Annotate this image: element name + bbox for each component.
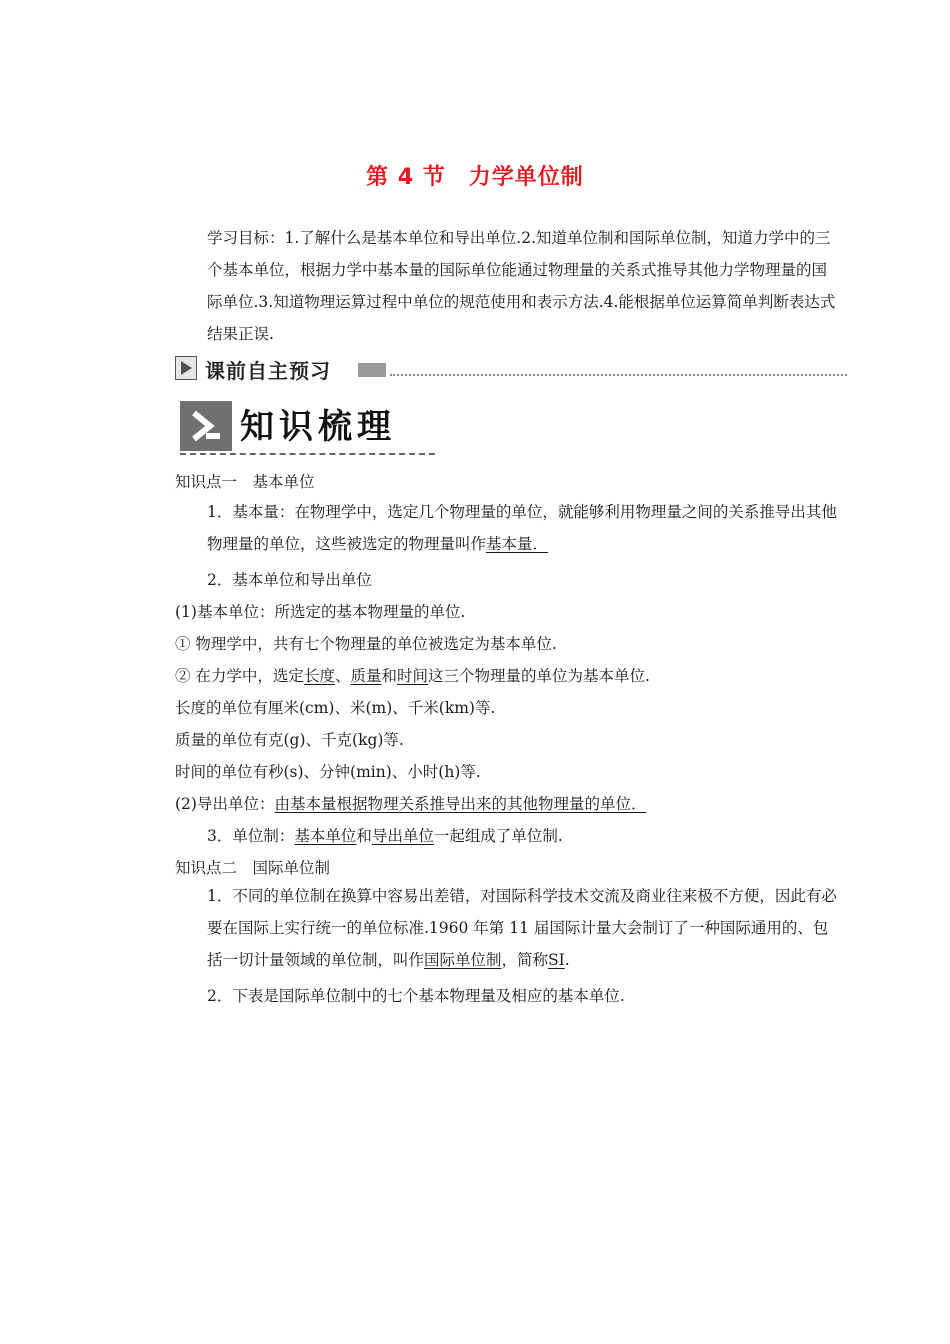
item-2-2-answer: 由基本量根据物理关系推导出来的其他物理量的单位．: [274, 795, 647, 813]
answer-base-unit: 基本单位: [294, 827, 357, 845]
knowledge-point-2-heading: 知识点二 国际单位制: [175, 859, 331, 877]
item-1-text: 1．基本量：在物理学中，选定几个物理量的单位，就能够利用物理量之间的关系推导出其他物理量的单位，这些被选定的物理量叫作: [207, 503, 837, 553]
banner-dotted-rule: [390, 374, 847, 376]
section-banner-label: 课前自主预习: [205, 359, 331, 383]
knowledge-point-1-heading: 知识点一 基本单位: [175, 473, 315, 491]
item-2: 2．基本单位和导出单位: [207, 571, 372, 589]
banner-decor-block: [358, 363, 386, 377]
answer-derived-unit: 导出单位: [371, 827, 434, 845]
knowledge-banner: [180, 397, 435, 455]
mass-units: 质量的单位有克(g)、千克(kg)等.: [175, 731, 404, 749]
section-banner: [175, 354, 847, 384]
item-2-2: (2)导出单位：由基本量根据物理关系推导出来的其他物理量的单位．: [175, 795, 647, 813]
learning-objectives: 学习目标：1.了解什么是基本单位和导出单位.2.知道单位制和国际单位制，知道力学中的三个基本单位，根据力学中基本量的国际单位能通过物理量的关系式推导其他力学物理量的国际单位.3.知道物理运算过程中单位的规范使用和表示方法.4.能根据单位运算简单判断表达式结果正误.: [207, 229, 836, 343]
length-units: 长度的单位有厘米(cm)、米(m)、千米(km)等.: [175, 699, 496, 717]
answer-time: 时间: [397, 667, 429, 685]
answer-mass: 质量: [350, 667, 382, 685]
arrow-icon: [180, 401, 232, 451]
item-3: 3．单位制：基本单位和导出单位一起组成了单位制.: [207, 827, 563, 845]
answer-si-abbr: SI: [548, 951, 565, 969]
item-1-answer: 基本量．: [486, 535, 549, 553]
play-arrow-icon: [175, 356, 197, 380]
knowledge-banner-label: 知识梳理: [240, 407, 396, 447]
circle-item-2: ② 在力学中，选定长度、质量和时间这三个物理量的单位为基本单位.: [175, 667, 650, 685]
k2-item-1: 1．不同的单位制在换算中容易出差错，对国际科学技术交流及商业往来极不方便，因此有必要在国际上实行统一的单位标准.1960 年第 11 届国际计量大会制订了一种国际通用的、包括一切计量领域的单位制，叫作国际单位制，简称SI.: [207, 887, 837, 969]
item-2-1: (1)基本单位：所选定的基本物理量的单位.: [175, 603, 466, 621]
time-units: 时间的单位有秒(s)、分钟(min)、小时(h)等.: [175, 763, 481, 781]
answer-length: 长度: [303, 667, 335, 685]
answer-si-name: 国际单位制: [424, 951, 502, 969]
circle-item-1: ① 物理学中，共有七个物理量的单位被选定为基本单位.: [175, 635, 557, 653]
page-title: 第 4 节 力学单位制: [366, 165, 584, 190]
knowledge-banner-rule: [180, 453, 435, 455]
item-1: [175, 496, 842, 560]
k2-item-2: 2．下表是国际单位制中的七个基本物理量及相应的基本单位.: [207, 987, 625, 1005]
